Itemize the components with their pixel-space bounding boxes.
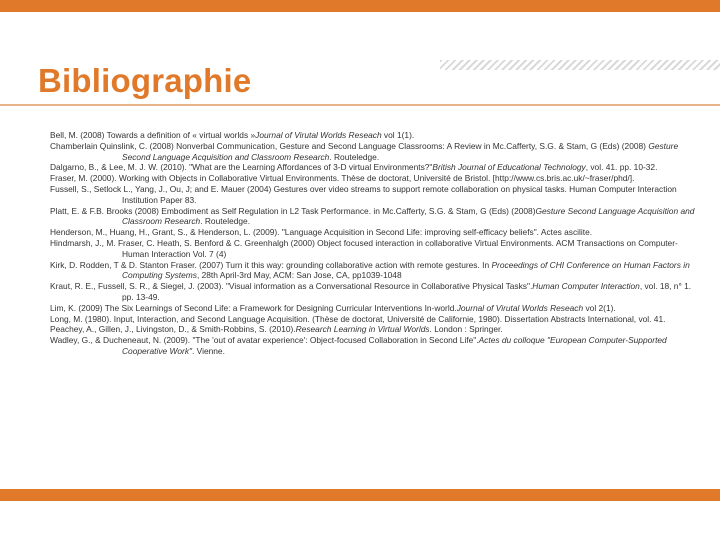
- reference-text: Hindmarsh, J., M. Fraser, C. Heath, S. Benford & C. Greenhalgh (2000) Object focused interaction in collaborative Virtual Environments. ACM Transactions on Computer-Human Interaction Vol. 7 (4): [50, 237, 678, 259]
- reference-details: vol 2(1).: [583, 302, 616, 313]
- reference-source: Human Computer Interaction: [532, 281, 640, 292]
- reference-source: British Journal of Educational Technology: [432, 162, 586, 173]
- reference-entry: [50, 260, 700, 282]
- reference-text: Chamberlain Quinslink, C. (2008) Nonverbal Communication, Gesture and Second Language Classrooms: A Review in Mc.Cafferty, S.G. & Stam, G (Eds) (2008): [50, 140, 649, 151]
- reference-source: Research Learning in Virtual Worlds: [295, 324, 430, 335]
- reference-text: Peachey, A., Gillen, J., Livingston, D., & Smith-Robbins, S. (2010).: [50, 324, 296, 335]
- reference-entry: [50, 184, 700, 206]
- reference-entry: [50, 281, 700, 303]
- reference-entry: [50, 238, 700, 260]
- decorative-hatch: [440, 60, 720, 70]
- reference-source: Gesture Second Language Acquisition and Classroom Research: [122, 205, 695, 227]
- reference-text: Kirk, D. Rodden, T & D. Stanton Fraser. (2007) Turn it this way: grounding collaborative action with remote gestures. In: [50, 259, 492, 270]
- reference-text: Kraut, R. E., Fussell, S. R., & Siegel, J. (2003). "Visual information as a Conversational Resource in Collaborative Physical Tasks".: [50, 281, 533, 292]
- reference-details: . Routeledge.: [329, 151, 380, 162]
- reference-text: Fussell, S., Setlock L., Yang, J., Ou, J; and E. Mauer (2004) Gestures over video streams to support remote collaboration on physical tasks. Human Computer Interaction Institution Paper 83.: [50, 183, 677, 205]
- reference-source: Journal of Virutal Worlds Reseach: [456, 302, 584, 313]
- reference-entry: [50, 173, 700, 184]
- reference-details: vol 1(1).: [381, 130, 415, 140]
- title-divider: [0, 104, 720, 106]
- reference-entry: [50, 141, 700, 163]
- reference-text: Bell, M. (2008) Towards a definition of « virtual worlds »: [50, 130, 256, 140]
- reference-list: [50, 130, 700, 357]
- reference-details: . Routeledge.: [200, 216, 251, 227]
- reference-source: Actes du colloque "European Computer-Supported Cooperative Work": [122, 335, 667, 356]
- reference-text: Lim, K. (2009) The Six Learnings of Second Life: a Framework for Designing Curricular Interventions In-world.: [50, 302, 457, 313]
- reference-details: , vol. 18, n° 1. pp. 13-49.: [122, 281, 692, 302]
- reference-text: Dalgarno, B., & Lee, M. J. W. (2010). "What are the Learning Affordances of 3-D virtual Environments?": [50, 162, 433, 173]
- reference-entry: [50, 130, 700, 141]
- reference-text: Wadley, G., & Ducheneaut, N. (2009). "The 'out of avatar experience': Object-focused Collaboration in Second Life".: [50, 335, 479, 346]
- reference-details: . Vienne.: [192, 345, 225, 356]
- reference-entry: [50, 162, 700, 173]
- reference-entry: [50, 303, 700, 314]
- page-title: Bibliographie: [38, 62, 252, 99]
- reference-text: Long, M. (1980). Input, Interaction, and Second Language Acquisition. (Thèse de doctorat, Université de Californie, 1980). Dissertation Abstracts International, vol. 41.: [50, 313, 666, 324]
- reference-entry: [50, 335, 700, 357]
- reference-source: Proceedings of CHI Conference on Human Factors in Computing Systems: [122, 259, 690, 281]
- bottom-accent-band: [0, 489, 720, 501]
- reference-entry: [50, 314, 700, 325]
- reference-entry: [50, 324, 700, 335]
- top-accent-band: [0, 0, 720, 12]
- reference-text: Platt, E. & F.B. Brooks (2008) Embodiment as Self Regulation in L2 Task Performance. in Mc.Cafferty, S.G. & Stam, G (Eds) (2008): [50, 205, 536, 216]
- reference-entry: [50, 227, 700, 238]
- reference-details: . London : Springer.: [429, 324, 503, 335]
- reference-details: , vol. 41. pp. 10-32.: [585, 162, 658, 173]
- reference-entry: [50, 206, 700, 228]
- reference-text: Henderson, M., Huang, H., Grant, S., & Henderson, L. (2009). "Language Acquisition in Second Life: improving self-efficacy beliefs". Actes ascilite.: [50, 227, 593, 238]
- reference-details: , 28th April-3rd May, ACM: San Jose, CA, pp1039-1048: [196, 270, 402, 281]
- reference-source: Journal of Virutal Worlds Reseach: [255, 130, 382, 140]
- reference-source: Gesture Second Language Acquisition and Classroom Research: [122, 140, 679, 162]
- reference-text: Fraser, M. (2000). Working with Objects in Collaborative Virtual Environments. Thèse de doctorat, Université de Bristol. [http://www.cs.bris.ac.uk/~fraser/phd/].: [50, 173, 635, 184]
